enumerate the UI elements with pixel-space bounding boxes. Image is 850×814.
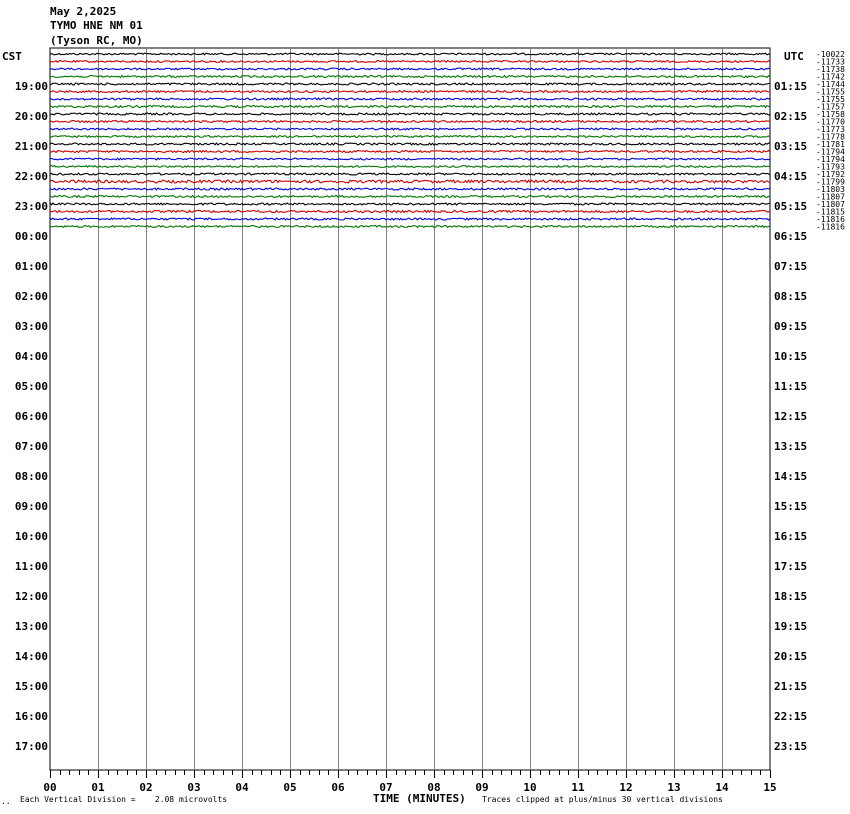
seismic-trace — [50, 113, 770, 115]
trace-count-label: -11803 — [816, 185, 845, 194]
utc-hour-label: 22:15 — [774, 710, 808, 723]
x-tick-label: 03 — [187, 781, 201, 794]
x-tick-label: 11 — [571, 781, 585, 794]
seismic-trace — [50, 151, 770, 153]
x-tick-label: 09 — [475, 781, 489, 794]
x-tick-label: 04 — [235, 781, 249, 794]
utc-hour-label: 15:15 — [774, 500, 808, 513]
cst-hour-label: 03:00 — [14, 320, 48, 333]
cst-hour-label: 05:00 — [14, 380, 48, 393]
utc-hour-label: 11:15 — [774, 380, 808, 393]
seismic-trace — [50, 121, 770, 123]
utc-hour-label: 09:15 — [774, 320, 808, 333]
utc-hour-label: 16:15 — [774, 530, 808, 543]
cst-hour-label: 22:00 — [14, 170, 48, 183]
utc-hour-label: 10:15 — [774, 350, 808, 363]
cst-hour-label: 11:00 — [14, 560, 48, 573]
clip-note: Traces clipped at plus/minus 30 vertical divisions — [482, 795, 723, 804]
seismic-trace — [50, 196, 770, 198]
x-tick-label: 00 — [43, 781, 57, 794]
seismic-trace — [50, 210, 770, 212]
seismic-trace — [50, 61, 770, 63]
seismic-trace — [50, 105, 770, 107]
record-date: May 2,2025 — [50, 5, 117, 18]
utc-hour-label: 18:15 — [774, 590, 808, 603]
trace-count-label: -11755 — [816, 95, 845, 104]
seismic-trace — [50, 91, 770, 93]
utc-hour-label: 07:15 — [774, 260, 808, 273]
seismic-trace — [50, 136, 770, 138]
seismic-trace — [50, 68, 770, 70]
x-tick-label: 06 — [331, 781, 345, 794]
x-tick-label: 10 — [523, 781, 537, 794]
cst-hour-label: 10:00 — [14, 530, 48, 543]
cst-hour-label: 23:00 — [14, 200, 48, 213]
trace-count-label: -11792 — [816, 170, 845, 179]
seismic-trace — [50, 226, 770, 228]
cst-hour-label: 00:00 — [14, 230, 48, 243]
utc-hour-label: 04:15 — [774, 170, 808, 183]
seismic-trace — [50, 180, 770, 183]
cst-hour-label: 02:00 — [14, 290, 48, 303]
cst-hour-label: 08:00 — [14, 470, 48, 483]
trace-group — [50, 53, 770, 227]
seismic-trace — [50, 83, 770, 85]
trace-count-label: -11773 — [816, 125, 845, 134]
utc-hour-label: 02:15 — [774, 110, 808, 123]
utc-hour-label: 23:15 — [774, 740, 808, 753]
trace-count-label: -11758 — [816, 110, 845, 119]
utc-hour-label: 12:15 — [774, 410, 808, 423]
seismic-trace — [50, 188, 770, 190]
cst-hour-label: 15:00 — [14, 680, 48, 693]
trace-count-label: -11816 — [816, 215, 845, 224]
trace-count-label: -11744 — [816, 80, 845, 89]
utc-hour-label: 20:15 — [774, 650, 808, 663]
plot-frame — [50, 48, 770, 770]
trace-count-label: -11742 — [816, 72, 845, 82]
x-tick-label: 14 — [715, 781, 729, 794]
trace-count-label: -11807 — [816, 192, 845, 202]
seismic-trace — [50, 173, 770, 175]
trace-count-label: -11799 — [816, 177, 845, 187]
x-tick-label: 05 — [283, 781, 297, 794]
seismic-trace — [50, 218, 770, 220]
x-tick-label: 07 — [379, 781, 393, 794]
cst-hour-label: 09:00 — [14, 500, 48, 513]
utc-hour-label: 01:15 — [774, 80, 808, 93]
utc-hour-label: 06:15 — [774, 230, 808, 243]
cst-hour-label: 16:00 — [14, 710, 48, 723]
x-tick-label: 12 — [619, 781, 633, 794]
trace-count-label: -11793 — [816, 162, 845, 172]
cst-hour-label: 21:00 — [14, 140, 48, 153]
x-tick-label: 15 — [763, 781, 777, 794]
trace-count-label: -11738 — [816, 65, 845, 74]
trace-count-label: -10022 — [816, 50, 845, 59]
seismic-trace — [50, 76, 770, 78]
trace-count-label: -11781 — [816, 140, 845, 149]
trace-count-label: -11816 — [816, 222, 845, 232]
x-tick-label: 13 — [667, 781, 681, 794]
seismic-trace — [50, 158, 770, 160]
seismic-trace — [50, 128, 770, 130]
right-timezone-label: UTC — [784, 50, 804, 63]
trace-count-label: -11807 — [816, 200, 845, 209]
station-location: (Tyson RC, MO) — [50, 34, 143, 47]
grid-lines — [50, 48, 770, 770]
cst-hour-label: 01:00 — [14, 260, 48, 273]
x-axis-title: TIME (MINUTES) — [373, 792, 466, 805]
seismic-trace — [50, 98, 770, 100]
left-timezone-label: CST — [2, 50, 22, 63]
x-tick-label: 01 — [91, 781, 105, 794]
utc-hour-label: 08:15 — [774, 290, 808, 303]
trace-count-label: -11794 — [816, 147, 845, 157]
trace-count-label: -11815 — [816, 207, 845, 217]
cst-hour-label: 14:00 — [14, 650, 48, 663]
scale-note: Each Vertical Division = 2.08 microvolts — [20, 795, 228, 804]
cst-hour-label: 20:00 — [14, 110, 48, 123]
utc-hour-label: 13:15 — [774, 440, 808, 453]
seismic-trace — [50, 143, 770, 145]
axis-labels — [15, 50, 845, 753]
trace-count-label: -11778 — [816, 132, 845, 142]
utc-hour-label: 19:15 — [774, 620, 808, 633]
seismic-trace — [50, 203, 770, 205]
cst-hour-label: 04:00 — [14, 350, 48, 363]
cst-hour-label: 13:00 — [14, 620, 48, 633]
x-ticks — [43, 770, 776, 794]
cst-hour-label: 19:00 — [14, 80, 48, 93]
utc-hour-label: 03:15 — [774, 140, 808, 153]
utc-hour-label: 21:15 — [774, 680, 808, 693]
trace-count-label: -11794 — [816, 155, 845, 164]
trace-count-label: -11757 — [816, 102, 845, 112]
station-name: TYMO HNE NM 01 — [50, 19, 143, 32]
utc-hour-label: 17:15 — [774, 560, 808, 573]
utc-hour-label: 05:15 — [774, 200, 808, 213]
x-tick-label: 08 — [427, 781, 441, 794]
cst-hour-label: 07:00 — [14, 440, 48, 453]
utc-hour-label: 14:15 — [774, 470, 808, 483]
trace-count-label: -11770 — [816, 117, 845, 127]
seismic-trace — [50, 166, 770, 168]
corner-mark: .. — [1, 797, 11, 806]
x-tick-label: 02 — [139, 781, 153, 794]
trace-count-label: -11733 — [816, 57, 845, 67]
seismic-trace — [50, 53, 770, 55]
cst-hour-label: 17:00 — [14, 740, 48, 753]
trace-count-label: -11755 — [816, 87, 845, 97]
cst-hour-label: 12:00 — [14, 590, 48, 603]
cst-hour-label: 06:00 — [14, 410, 48, 423]
